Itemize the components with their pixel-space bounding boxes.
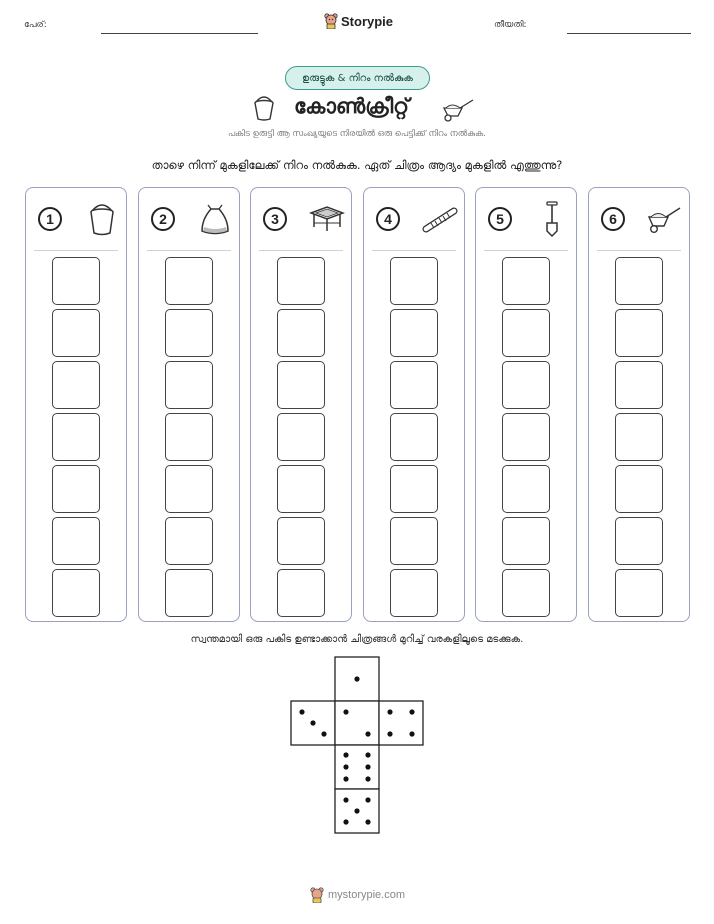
column-divider — [34, 250, 118, 251]
wheelbarrow-icon — [440, 96, 476, 122]
color-box[interactable] — [52, 569, 100, 617]
color-box[interactable] — [502, 413, 550, 461]
column-divider — [484, 250, 568, 251]
column-4 — [363, 187, 465, 622]
brand-logo — [324, 13, 393, 29]
subtitle: പകിട ഉരുട്ടി ആ സംഖ്യയുടെ നിരയിൽ ഒരു പെട്ടിക്ക് നിറം നൽകുക. — [228, 129, 486, 139]
color-box[interactable] — [165, 569, 213, 617]
bucket-icon — [250, 94, 278, 122]
date-line[interactable] — [567, 33, 691, 34]
color-box[interactable] — [165, 413, 213, 461]
column-3 — [250, 187, 352, 622]
shovel-icon — [534, 201, 570, 237]
color-box[interactable] — [390, 413, 438, 461]
color-box[interactable] — [165, 309, 213, 357]
column-5 — [475, 187, 577, 622]
color-box[interactable] — [390, 257, 438, 305]
color-box[interactable] — [390, 361, 438, 409]
color-box[interactable] — [165, 517, 213, 565]
color-box[interactable] — [502, 517, 550, 565]
color-box[interactable] — [277, 309, 325, 357]
dice-face-2 — [335, 701, 379, 745]
column-number: 1 — [38, 207, 62, 231]
color-box[interactable] — [390, 517, 438, 565]
color-box[interactable] — [52, 517, 100, 565]
color-box[interactable] — [615, 257, 663, 305]
color-box[interactable] — [277, 465, 325, 513]
color-box[interactable] — [615, 569, 663, 617]
color-box[interactable] — [52, 309, 100, 357]
column-divider — [147, 250, 231, 251]
color-box[interactable] — [52, 465, 100, 513]
activity-badge: ഉരുട്ടുക & നിറം നൽകുക — [285, 66, 430, 90]
column-1 — [25, 187, 127, 622]
wheelbarrow-icon — [643, 201, 685, 237]
color-box[interactable] — [165, 361, 213, 409]
bear-mascot-icon — [310, 887, 324, 903]
color-box[interactable] — [615, 309, 663, 357]
color-box[interactable] — [390, 309, 438, 357]
fold-instruction: സ്വന്തമായി ഒരു പകിട ഉണ്ടാക്കാൻ ചിത്രങ്ങൾ മുറിച്ച് വരകളിലൂടെ മടക്കുക. — [190, 634, 524, 645]
rebar-icon — [422, 201, 458, 237]
color-box[interactable] — [277, 361, 325, 409]
color-box[interactable] — [277, 413, 325, 461]
color-box[interactable] — [165, 257, 213, 305]
footer-url[interactable]: mystorypie.com — [328, 889, 406, 901]
name-label: പേര്: — [24, 20, 47, 30]
color-box[interactable] — [52, 413, 100, 461]
color-box[interactable] — [615, 465, 663, 513]
column-6 — [588, 187, 690, 622]
column-divider — [259, 250, 343, 251]
bucket-icon — [84, 201, 120, 237]
column-number: 5 — [488, 207, 512, 231]
footer — [310, 887, 405, 903]
color-box[interactable] — [165, 465, 213, 513]
color-box[interactable] — [502, 257, 550, 305]
color-box[interactable] — [390, 569, 438, 617]
instruction: താഴെ നിന്ന് മുകളിലേക്ക് നിറം നൽകുക. ഏത് ചിത്രം ആദ്യം മുകളിൽ എത്തുന്നു? — [151, 158, 563, 172]
column-2 — [138, 187, 240, 622]
color-box[interactable] — [502, 309, 550, 357]
color-box[interactable] — [502, 361, 550, 409]
date-label: തീയതി: — [494, 20, 527, 30]
name-line[interactable] — [101, 33, 258, 34]
color-box[interactable] — [615, 413, 663, 461]
color-box[interactable] — [52, 257, 100, 305]
column-number: 6 — [601, 207, 625, 231]
page-title: കോൺക്രീറ്റ് — [294, 94, 410, 118]
dice-net — [290, 656, 425, 836]
column-number: 2 — [151, 207, 175, 231]
color-box[interactable] — [502, 465, 550, 513]
column-number: 4 — [376, 207, 400, 231]
color-box[interactable] — [615, 361, 663, 409]
title-row — [250, 92, 480, 124]
cement-bag-icon — [197, 201, 233, 237]
brand-name: Storypie — [341, 13, 394, 29]
column-number: 3 — [263, 207, 287, 231]
dice-face-6 — [335, 745, 379, 789]
color-box[interactable] — [52, 361, 100, 409]
column-divider — [372, 250, 456, 251]
color-box[interactable] — [277, 569, 325, 617]
color-box[interactable] — [277, 517, 325, 565]
color-box[interactable] — [502, 569, 550, 617]
color-box[interactable] — [615, 517, 663, 565]
bear-mascot-icon — [324, 13, 338, 29]
column-divider — [597, 250, 681, 251]
mixing-tray-icon — [309, 201, 345, 237]
color-box[interactable] — [277, 257, 325, 305]
color-box[interactable] — [390, 465, 438, 513]
dice-face-4 — [379, 701, 423, 745]
